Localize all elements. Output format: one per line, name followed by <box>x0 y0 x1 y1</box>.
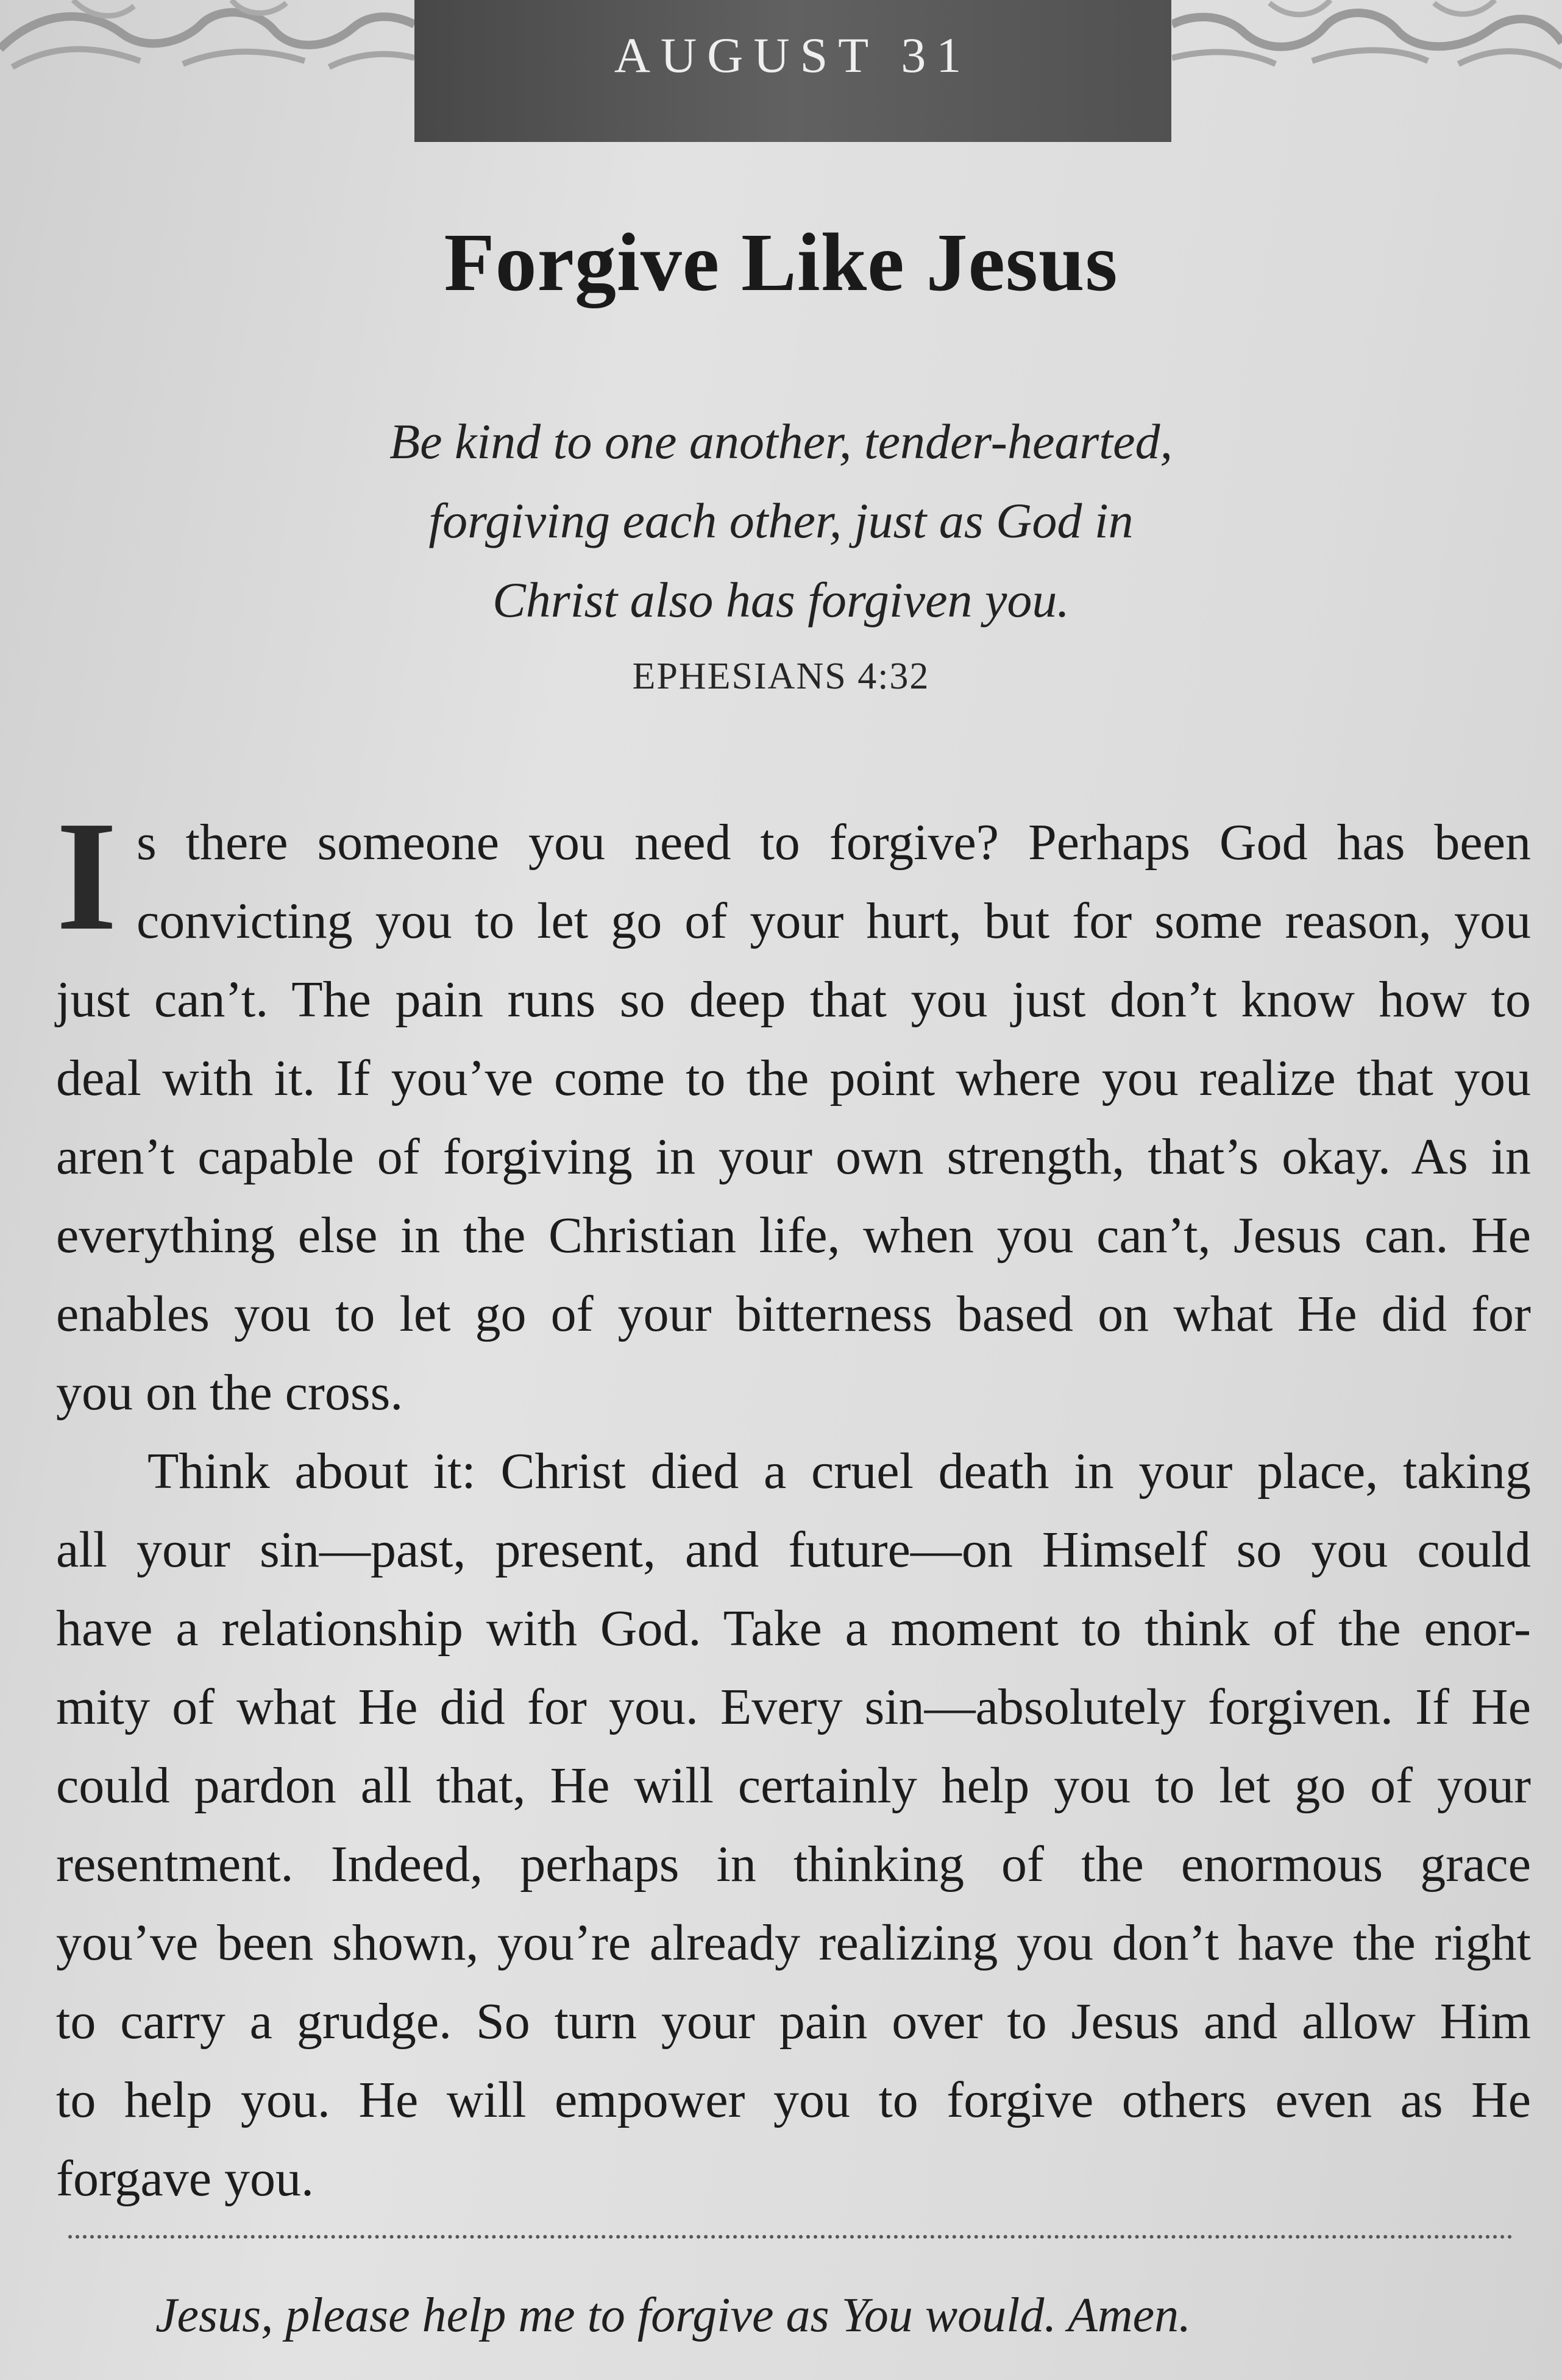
body-line: to carry a grudge. So turn your pain over to Jesus and allow Him <box>56 1993 1531 2050</box>
body-line: all your sin—past, present, and future—on Himself so you could <box>56 1521 1531 1578</box>
devotional-body <box>56 788 1531 2218</box>
verse-reference: EPHESIANS 4:32 <box>632 656 930 697</box>
left-ornament-icon <box>0 0 414 70</box>
closing-prayer: Jesus, please help me to forgive as You would. Amen. <box>155 2289 1191 2342</box>
body-line: convicting you to let go of your hurt, but for some reason, you <box>137 893 1531 949</box>
body-line: you on the cross. <box>56 1364 403 1421</box>
body-line: mity of what He did for you. Every sin—absolutely forgiven. If He <box>56 1679 1531 1735</box>
drop-cap: I <box>56 788 118 963</box>
dotted-divider <box>68 2235 1513 2239</box>
body-line: have a relationship with God. Take a moment to think of the enor- <box>56 1600 1531 1657</box>
body-line: s there someone you need to forgive? Perhaps God has been <box>137 814 1531 871</box>
body-line: to help you. He will empower you to forgive others even as He <box>56 2072 1531 2128</box>
body-line: Think about it: Christ died a cruel death in your place, taking <box>147 1443 1531 1500</box>
right-ornament-icon <box>1172 0 1562 70</box>
body-line: just can’t. The pain runs so deep that you just don’t know how to <box>56 971 1531 1028</box>
body-line: could pardon all that, He will certainly help you to let go of your <box>56 1757 1531 1814</box>
verse-line: Christ also has forgiven you. <box>492 572 1070 628</box>
date-label: AUGUST 31 <box>614 27 972 83</box>
date-banner <box>414 0 1171 142</box>
verse-line: forgiving each other, just as God in <box>428 493 1134 548</box>
body-line: you’ve been shown, you’re already realizing you don’t have the right <box>56 1914 1531 1971</box>
body-line: deal with it. If you’ve come to the point where you realize that you <box>56 1050 1531 1107</box>
verse-line: Be kind to one another, tender-hearted, <box>389 414 1173 469</box>
body-line: forgave you. <box>56 2150 314 2207</box>
body-line: aren’t capable of forgiving in your own strength, that’s okay. As in <box>56 1128 1531 1185</box>
body-line: enables you to let go of your bitterness based on what He did for <box>56 1286 1531 1342</box>
page-title: Forgive Like Jesus <box>444 217 1118 308</box>
scripture-verse <box>0 402 1562 640</box>
body-line: resentment. Indeed, perhaps in thinking of the enormous grace <box>56 1836 1531 1893</box>
body-line: everything else in the Christian life, when you can’t, Jesus can. He <box>56 1207 1531 1264</box>
